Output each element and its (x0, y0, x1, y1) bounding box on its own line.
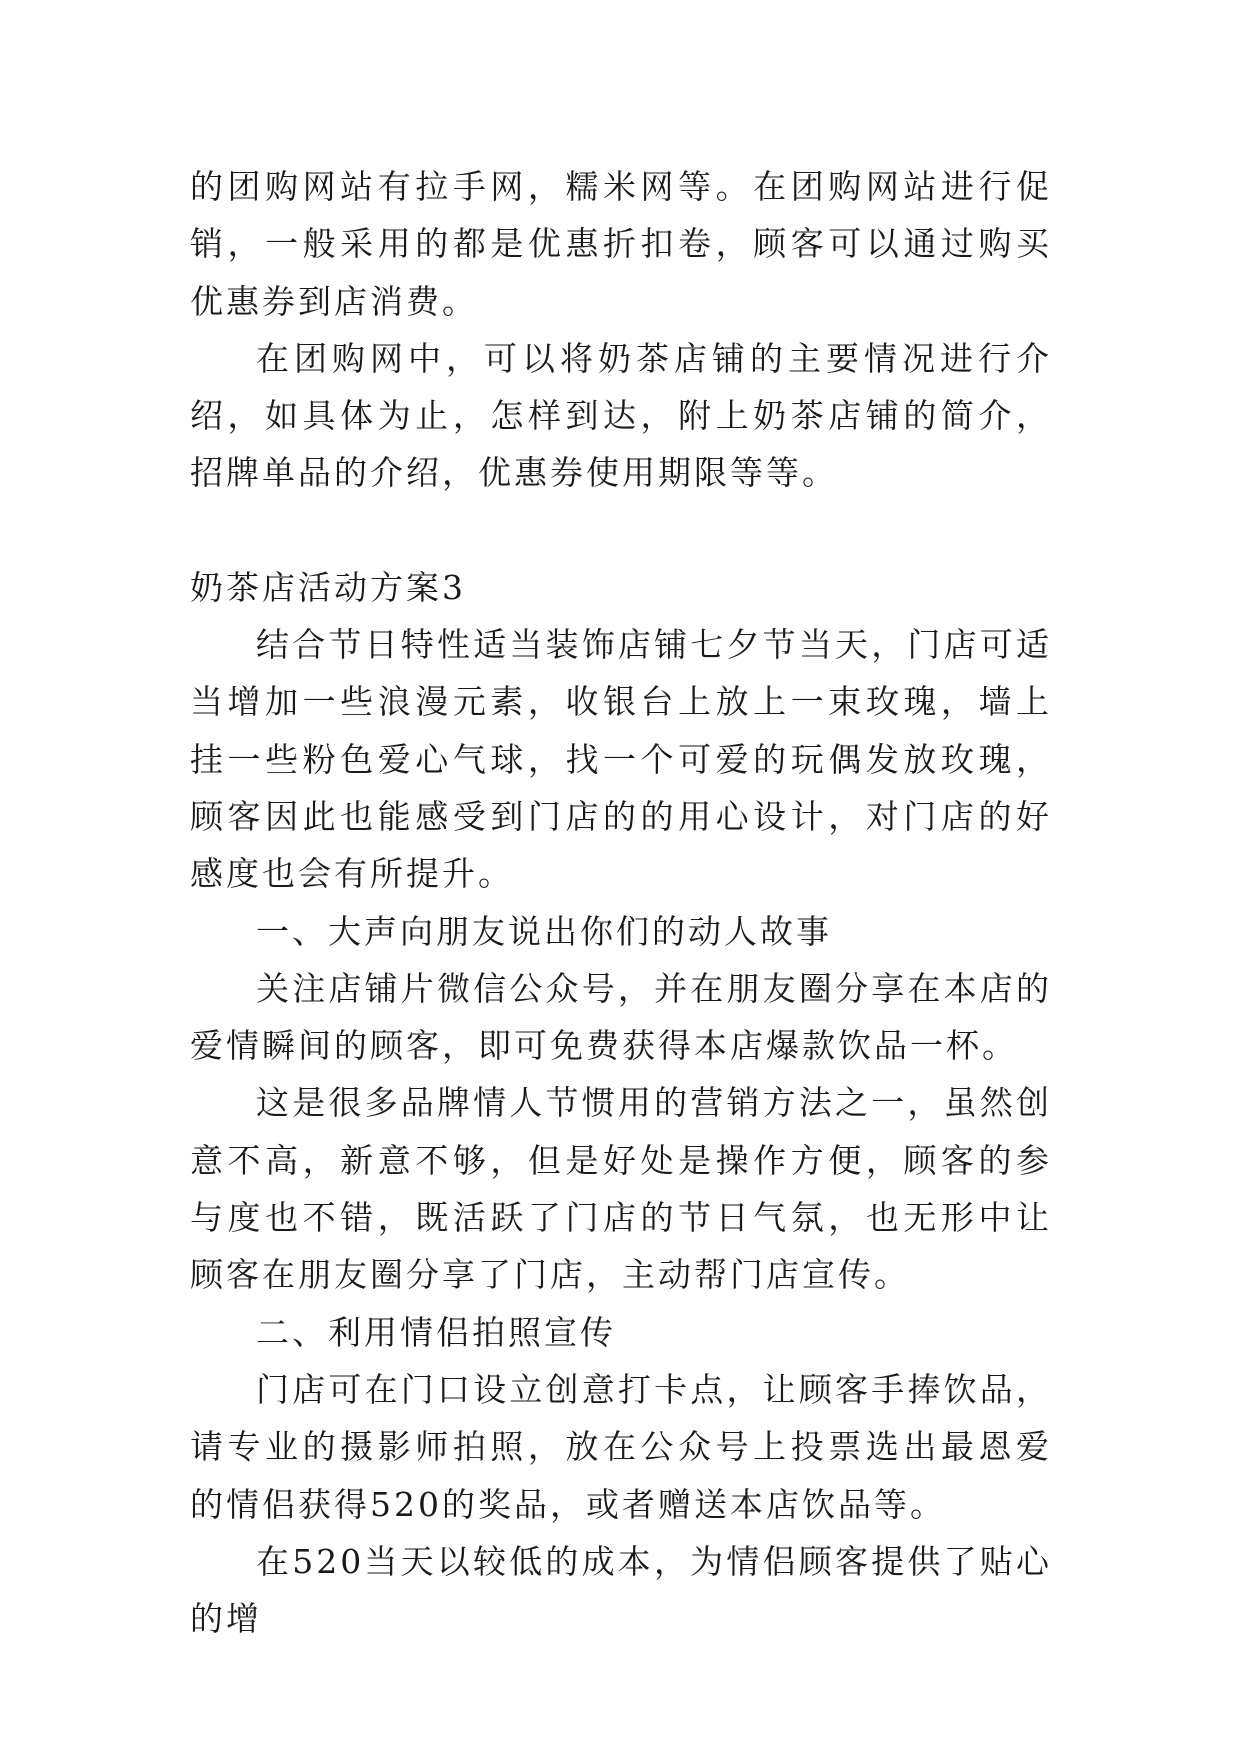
subheading-story: 一、大声向朋友说出你们的动人故事 (256, 911, 832, 951)
paragraph-photo-spot: 门店可在门口设立创意打卡点，让顾客手捧饮品，请专业的摄影师拍照，放在公众号上投票选出最恩爱的情侣获得520的奖品，或者赠送本店饮品等。 (190, 1369, 1052, 1524)
paragraph-decoration: 结合节日特性适当装饰店铺七夕节当天，门店可适当增加一些浪漫元素，收银台上放上一束玫瑰，墙上挂一些粉色爱心气球，找一个可爱的玩偶发放玫瑰，顾客因此也能感受到门店的的用心设计，对门店的好感度也会有所提升。 (190, 625, 1052, 894)
section-title: 奶茶店活动方案3 (190, 567, 466, 607)
paragraph-group-buy-intro: 在团购网中，可以将奶茶店铺的主要情况进行介绍，如具体为止，怎样到达，附上奶茶店铺的简介，招牌单品的介绍，优惠券使用期限等等。 (190, 338, 1052, 493)
paragraph-520-cost: 在520当天以较低的成本，为情侣顾客提供了贴心的增 (190, 1541, 1052, 1639)
section-spacer (190, 502, 1052, 559)
document-body (190, 158, 1052, 1647)
paragraph-marketing-method: 这是很多品牌情人节惯用的营销方法之一，虽然创意不高，新意不够，但是好处是操作方便，顾客的参与度也不错，既活跃了门店的节日气氛，也无形中让顾客在朋友圈分享了门店，主动帮门店宣传。 (190, 1083, 1052, 1295)
paragraph-wechat-share: 关注店铺片微信公众号，并在朋友圈分享在本店的爱情瞬间的顾客，即可免费获得本店爆款饮品一杯。 (190, 968, 1052, 1066)
paragraph-group-buy-sites: 的团购网站有拉手网，糯米网等。在团购网站进行促销，一般采用的都是优惠折扣卷，顾客可以通过购买优惠券到店消费。 (190, 167, 1052, 321)
subheading-photo: 二、利用情侣拍照宣传 (256, 1312, 616, 1352)
